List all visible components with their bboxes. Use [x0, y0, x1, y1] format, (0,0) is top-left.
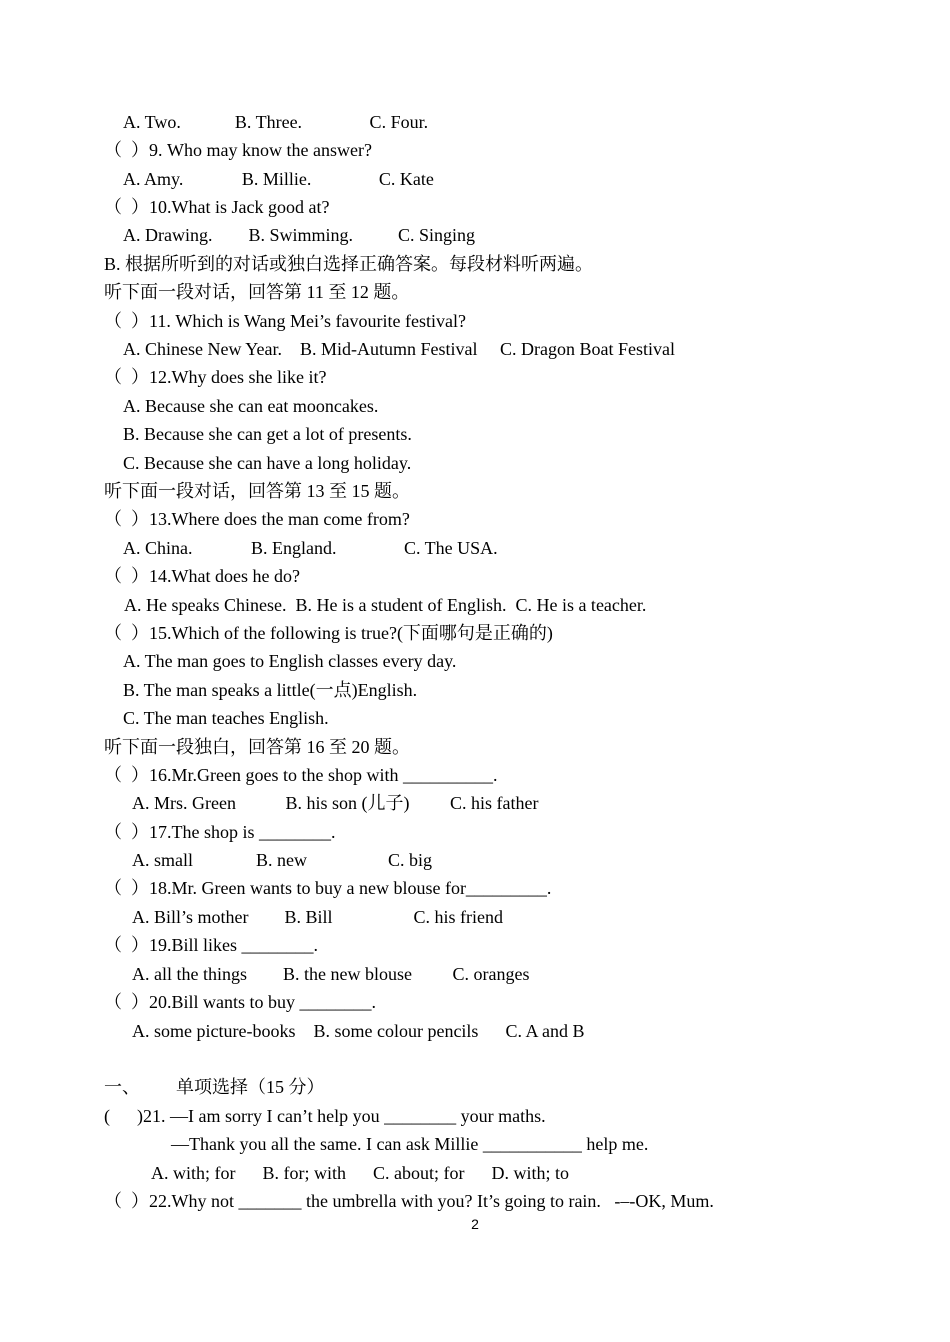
- question-line: （ ）12.Why does she like it?: [104, 367, 327, 387]
- answer-options-line: B. The man speaks a little(一点)English.: [123, 680, 418, 700]
- dialogue-reply-line: —Thank you all the same. I can ask Millie ___________ help me.: [171, 1134, 649, 1154]
- instruction-line: B. 根据所听到的对话或独白选择正确答案。每段材料听两遍。: [104, 254, 594, 274]
- question-line: ( )21. —I am sorry I can’t help you ________ your maths.: [104, 1106, 546, 1126]
- answer-options-line: A. Two. B. Three. C. Four.: [123, 112, 429, 132]
- question-line: （ ）20.Bill wants to buy ________.: [104, 992, 377, 1012]
- section-heading: 一、 单项选择（15 分）: [104, 1077, 325, 1097]
- answer-options-line: A. Mrs. Green B. his son (儿子) C. his father: [132, 793, 539, 813]
- question-line: （ ）13.Where does the man come from?: [104, 509, 410, 529]
- answer-options-line: A. Chinese New Year. B. Mid-Autumn Festival C. Dragon Boat Festival: [123, 339, 675, 359]
- answer-options-line: A. with; for B. for; with C. about; for D. with; to: [151, 1163, 569, 1183]
- answer-options-line: A. He speaks Chinese. B. He is a student of English. C. He is a teacher.: [124, 595, 647, 615]
- answer-options-line: B. Because she can get a lot of presents.: [123, 424, 412, 444]
- page-number: 2: [471, 1216, 479, 1232]
- question-line: （ ）9. Who may know the answer?: [104, 140, 372, 160]
- question-line: （ ）15.Which of the following is true?(下面哪句是正确的): [104, 623, 553, 643]
- answer-options-line: A. The man goes to English classes every day.: [123, 651, 457, 671]
- instruction-line: 听下面一段对话，回答第 11 至 12 题。: [104, 282, 410, 302]
- question-line: （ ）19.Bill likes ________.: [104, 935, 319, 955]
- question-line: （ ）11. Which is Wang Mei’s favourite festival?: [104, 311, 466, 331]
- answer-options-line: A. Amy. B. Millie. C. Kate: [123, 169, 434, 189]
- answer-options-line: C. Because she can have a long holiday.: [123, 453, 412, 473]
- question-line: （ ）10.What is Jack good at?: [104, 197, 330, 217]
- answer-options-line: A. Because she can eat mooncakes.: [123, 396, 379, 416]
- question-line: （ ）22.Why not _______ the umbrella with you? It’s going to rain. -–-OK, Mum.: [104, 1191, 714, 1211]
- question-line: （ ）18.Mr. Green wants to buy a new blouse for_________.: [104, 878, 552, 898]
- answer-options-line: A. some picture-books B. some colour pencils C. A and B: [132, 1021, 585, 1041]
- answer-options-line: A. Bill’s mother B. Bill C. his friend: [132, 907, 504, 927]
- instruction-line: 听下面一段独白，回答第 16 至 20 题。: [104, 737, 410, 757]
- question-line: （ ）17.The shop is ________.: [104, 822, 336, 842]
- answer-options-line: A. small B. new C. big: [132, 850, 432, 870]
- question-line: （ ）16.Mr.Green goes to the shop with __________.: [104, 765, 498, 785]
- answer-options-line: A. China. B. England. C. The USA.: [123, 538, 498, 558]
- answer-options-line: A. Drawing. B. Swimming. C. Singing: [123, 225, 476, 245]
- answer-options-line: C. The man teaches English.: [123, 708, 329, 728]
- instruction-line: 听下面一段对话，回答第 13 至 15 题。: [104, 481, 410, 501]
- answer-options-line: A. all the things B. the new blouse C. oranges: [132, 964, 530, 984]
- question-line: （ ）14.What does he do?: [104, 566, 300, 586]
